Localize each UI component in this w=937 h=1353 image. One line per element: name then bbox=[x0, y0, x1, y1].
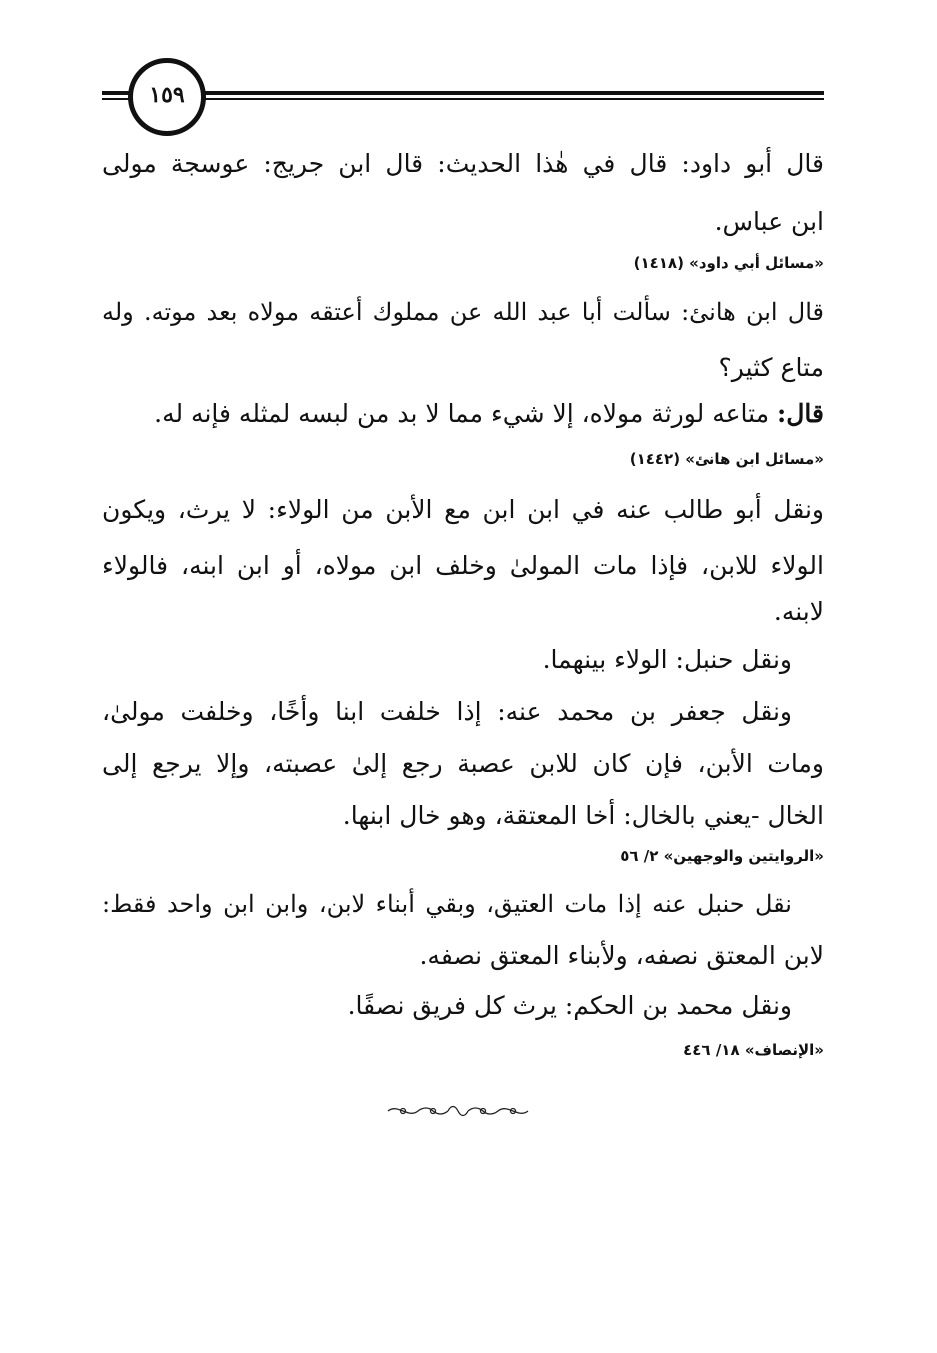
closing-ornament bbox=[383, 1101, 533, 1121]
text-line: نقل حنبل عنه إذا مات العتيق، وبقي أبناء لابن، وابن ابن واحد فقط: bbox=[102, 890, 792, 918]
text-line: ونقل جعفر بن محمد عنه: إذا خلفت ابنا وأخًا، وخلفت مولىٰ، bbox=[102, 697, 792, 726]
text-line: متاع كثير؟ bbox=[718, 353, 824, 382]
text-line: ونقل أبو طالب عنه في ابن ابن مع الأبن من الولاء: لا يرث، ويكون bbox=[102, 495, 824, 524]
source-citation: «مسائل أبي داود» (١٤١٨) bbox=[633, 254, 824, 272]
source-citation: «الروايتين والوجهين» ٢/ ٥٦ bbox=[620, 847, 824, 865]
text-line: قال ابن هانئ: سألت أبا عبد الله عن مملوك أعتقه مولاه بعد موته. وله bbox=[102, 298, 824, 326]
text-line: ونقل حنبل: الولاء بينهما. bbox=[542, 645, 792, 674]
text-line bbox=[102, 388, 824, 440]
text-line: قال أبو داود: قال في هٰذا الحديث: قال ابن جريج: عوسجة مولى bbox=[102, 149, 824, 178]
answer-text: متاعه لورثة مولاه، إلا شيء مما لا بد من لبسه لمثله فإنه له. bbox=[154, 399, 778, 428]
header-rule-thin bbox=[102, 98, 824, 100]
page-number: ١٥٩ bbox=[149, 82, 185, 108]
source-citation: «مسائل ابن هانئ» (١٤٤٢) bbox=[629, 450, 824, 468]
qala-label: قال: bbox=[777, 399, 824, 428]
text-line: لابن المعتق نصفه، ولأبناء المعتق نصفه. bbox=[419, 941, 824, 970]
text-line: ابن عباس. bbox=[714, 207, 824, 236]
text-line: الخال -يعني بالخال: أخا المعتقة، وهو خال ابنها. bbox=[342, 801, 824, 830]
text-line: ونقل محمد بن الحكم: يرث كل فريق نصفًا. bbox=[347, 991, 792, 1020]
header-rule-thick bbox=[102, 91, 824, 95]
source-citation: «الإنصاف» ١٨/ ٤٤٦ bbox=[683, 1041, 824, 1059]
text-line: الولاء للابن، فإذا مات المولىٰ وخلف ابن مولاه، أو ابن ابنه، فالولاء bbox=[102, 551, 824, 580]
text-line: ومات الأبن، فإن كان للابن عصبة رجع إلىٰ عصبته، وإلا يرجع إلى bbox=[102, 749, 824, 778]
text-line: لابنه. bbox=[773, 597, 824, 626]
